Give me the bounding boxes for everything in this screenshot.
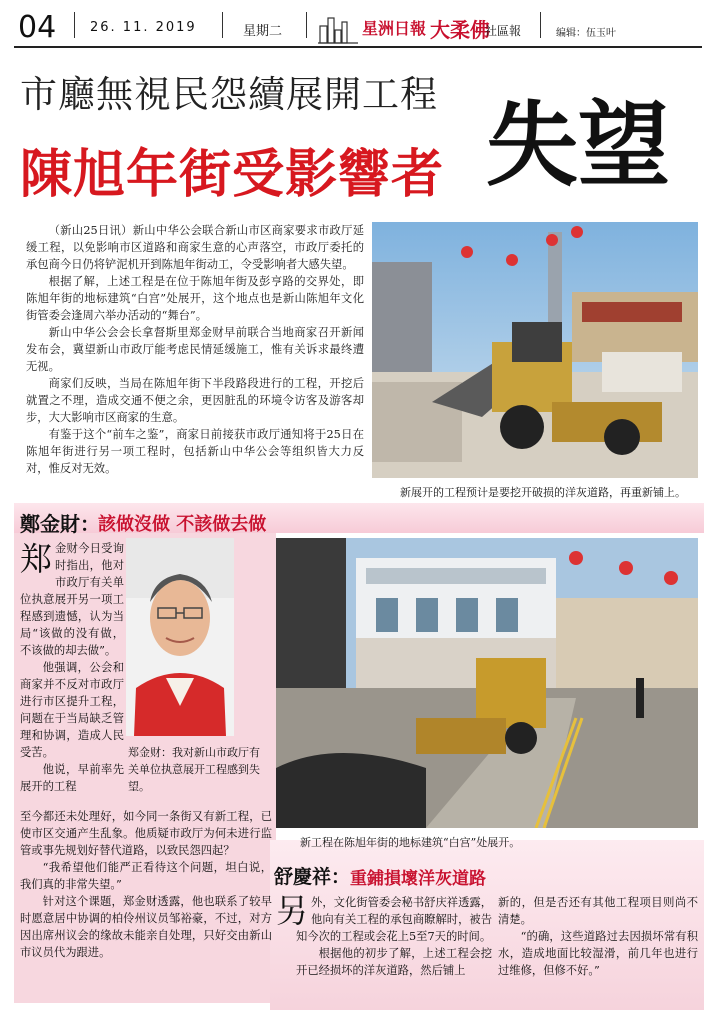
sidebar-paragraph: “的确，这些道路过去因损坏常有积水，造成地面比较湿滑，前几年也进行过维修，但修不好。” [498,930,698,977]
excavator-photo [372,222,698,478]
edition-section: 社區報 [485,24,522,38]
sidebar-speaker-name: 鄭金財： [20,512,100,536]
sidebar-paragraph: 针对这个课题，郑金财透露，他也联系了较早时愿意居中协调的柏伶州议员邹裕豪，不过，对方因出席州议会的缘故未能亲自处理，只好交由新山市议员代为跟进。 [20,895,272,959]
portrait-caption: 郑金财：我对新山市政厅有关单位执意展开工程感到失望。 [128,746,260,793]
edition-city: 大柔佛 [430,18,490,42]
sidebar-paragraph: 至今都还未处理好，如今同一条街又有新工程，已使市区交通产生乱象。他质疑市政厅为何未进行监管或事先规划好替代道路，以致民怨四起？ [20,810,272,857]
lead-article [26,222,364,477]
divider [306,12,307,38]
sidebar-paragraph: 他说，早前率先展开的工程 [20,763,124,793]
sidebar-paragraph: 外，文化街管委会秘书舒庆祥透露，他向有关工程的承包商瞭解时，被告知今次的工程或会花上5至7天的时间。 [296,896,492,943]
lead-paragraph: 有鉴于这个“前车之鉴”，商家日前接获市政厅通知将于25日在陈旭年街进行另一项工程时，包括新山中华公会等组织皆大力反对，惟反对无效。 [26,428,364,475]
issue-weekday: 星期二 [243,24,283,39]
headline-emphasis: 失望 [486,92,671,199]
sidebar-paragraph: 新的，但是否还有其他工程项目则尚不清楚。 [498,896,698,926]
editor-credit: 编辑：伍玉叶 [556,28,616,39]
main-headline: 陳旭年街受影響者 [20,145,445,205]
drop-cap: 另 [276,892,309,930]
sidebar-paragraph: 他强调，公会和商家并不反对市政厅进行市区提升工程，问题在于当局缺乏管理和协调，造成人民受苦。 [20,661,124,759]
header-rule [14,46,702,48]
sidebar-paragraph: 金财今日受询时指出，他对市政厅有关单位执意展开另一项工程感到遗憾，认为当局“该做的没有做，不该做的却去做”。 [20,542,124,657]
drop-cap: 郑 [20,540,53,578]
divider [222,12,223,38]
lead-paragraph: 商家们反映，当局在陈旭年街下半段路段进行的工程，开挖后就置之不理，造成交通不便之余，更因脏乱的环境令访客及游客却步，大大影响市区商家的生意。 [26,377,364,424]
sidebar-paragraph: “我希望他们能严正看待这个问题，坦白说，我们真的非常失望。” [20,861,272,891]
kicker-headline: 市廳無視民怨續展開工程 [20,73,438,116]
issue-date: 26. 11. 2019 [90,20,197,35]
lead-paragraph: 新山中华公会会长拿督斯里郑金财早前联合当地商家召开新闻发布会，冀望新山市政厅能考虑民情延缓施工，惟有关诉求最终遭无视。 [26,326,364,373]
divider [540,12,541,38]
sidebar-column [20,540,124,795]
sidebar-speaker-name: 舒慶祥： [274,866,351,888]
sidebar-headline: 重鋪損壞洋灰道路 [350,869,486,889]
sidebar-column [498,894,698,979]
sidebar-headline: 該做沒做 不該做去做 [98,514,267,535]
page-number: 04 [18,10,57,45]
divider [74,12,75,38]
photo-caption: 新工程在陈旭年街的地标建筑“白宫”处展开。 [300,836,521,849]
white-house-photo [276,538,698,828]
sidebar-paragraph: 根据他的初步了解，上述工程会挖开已经损坏的洋灰道路，然后铺上 [296,947,492,977]
paper-name: 星洲日報 [362,19,427,38]
sidebar-column [20,808,272,961]
sidebar-column [276,892,492,979]
lead-paragraph: 根据了解，上述工程是在位于陈旭年街及彭亨路的交界处，即陈旭年街的地标建筑“白宫”处展开，这个地点也是新山陈旭年文化街管委会逢周六举办活动的“舞台”。 [26,275,364,322]
portrait-photo [126,538,234,736]
lead-paragraph: （新山25日讯）新山中华公会联合新山市区商家要求市政厅延缓工程，以免影响市区道路和商家生意的心声落空，市政厅委托的承包商今日仍将铲泥机开到陈旭年街动工，令受影响者大感失望。 [26,224,364,271]
photo-caption: 新展开的工程预计是要挖开破损的洋灰道路，再重新铺上。 [400,486,686,499]
